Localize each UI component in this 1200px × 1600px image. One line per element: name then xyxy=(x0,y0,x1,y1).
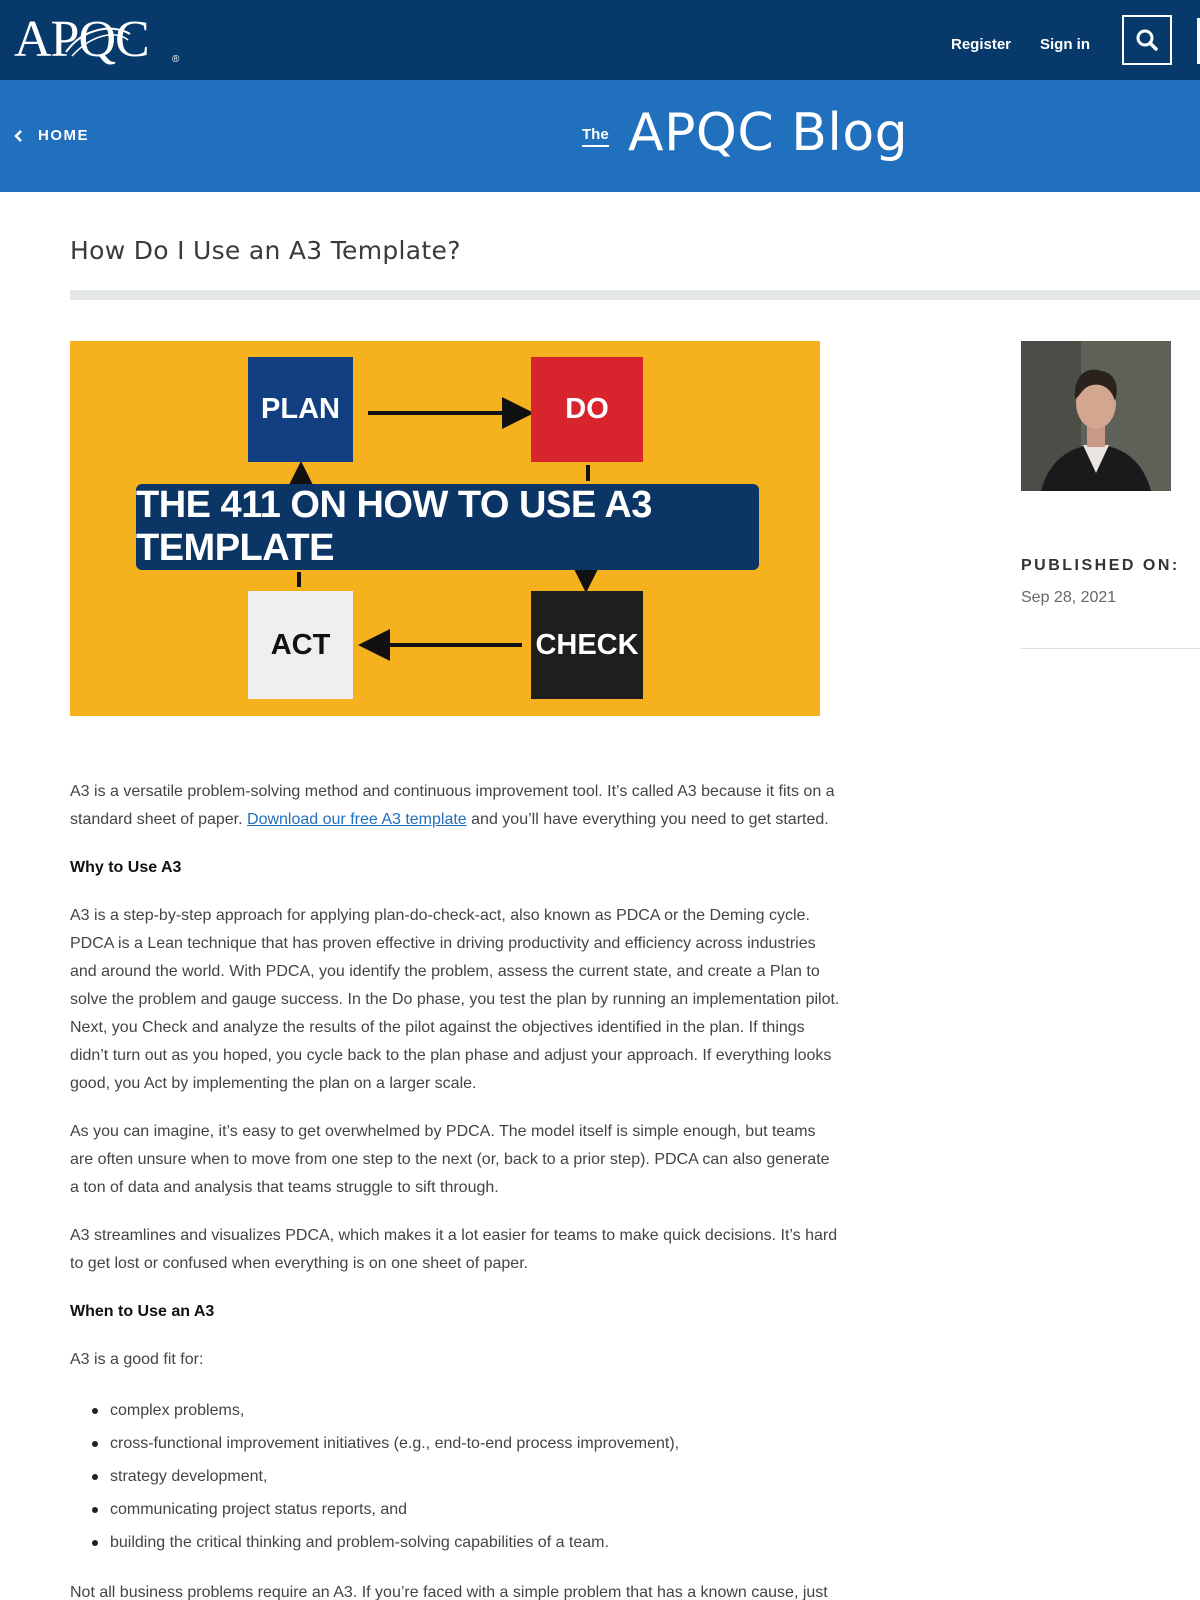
apqc-logo[interactable] xyxy=(14,12,184,68)
published-on-label: PUBLISHED ON: xyxy=(1021,557,1180,574)
hero-image xyxy=(70,341,820,716)
paragraph: As you can imagine, it’s easy to get overwhelmed by PDCA. The model itself is simple enough, but teams are often unsure when to move from one step to the next (or, back to a prior step). PDCA can also generate a ton of data and analysis that teams struggle to sift through. xyxy=(70,1123,830,1196)
blog-title-prefix: The xyxy=(582,126,609,147)
list-item: building the critical thinking and problem-solving capabilities of a team. xyxy=(70,1526,840,1559)
blog-banner xyxy=(0,80,1200,192)
paragraph: Not all business problems require an A3. If you’re faced with a simple problem that has a known cause, just xyxy=(70,1584,828,1600)
home-link-label: HOME xyxy=(38,127,89,144)
top-nav-bar xyxy=(0,0,1200,80)
author-photo xyxy=(1021,341,1171,491)
check-block: CHECK xyxy=(531,591,643,699)
hero-banner-text: THE 411 ON HOW TO USE A3 TEMPLATE xyxy=(136,484,759,570)
intro-text-before-link: A3 is a versatile problem-solving method and continuous improvement tool. It’s called A3 because it fits on a standard sheet of paper. xyxy=(70,783,835,828)
section-heading-when: When to Use an A3 xyxy=(70,1303,215,1320)
article-body xyxy=(70,778,840,1600)
sign-in-link[interactable]: Sign in xyxy=(1040,36,1090,53)
register-link[interactable]: Register xyxy=(951,36,1012,53)
logo-text: APQC xyxy=(14,11,149,68)
title-divider xyxy=(70,290,1200,300)
plan-block: PLAN xyxy=(248,357,353,462)
paragraph: A3 streamlines and visualizes PDCA, which makes it a lot easier for teams to make quick decisions. It’s hard to get lost or confused when everything is on one sheet of paper. xyxy=(70,1227,838,1272)
paragraph: A3 is a step-by-step approach for applying plan-do-check-act, also known as PDCA or the Deming cycle. PDCA is a Lean technique that has proven effective in driving productivity and efficiency across industries and around the world. With PDCA, you identify the problem, assess the current state, and create a Plan to solve the problem and gauge success. In the Do phase, you test the plan by running an implementation pilot. Next, you Check and analyze the results of the pilot against the objectives identified in the plan. If things didn’t turn out as you hoped, you cycle back to the plan phase and adjust your approach. If everything looks good, you Act by implementing the plan on a larger scale. xyxy=(70,907,840,1092)
act-block: ACT xyxy=(248,591,353,699)
chevron-left-icon xyxy=(14,129,24,143)
section-heading-why: Why to Use A3 xyxy=(70,859,182,876)
search-button[interactable] xyxy=(1122,15,1172,65)
blog-title: APQC Blog xyxy=(628,103,909,163)
registered-mark: ® xyxy=(172,54,180,65)
do-block: DO xyxy=(531,357,643,462)
logo-swoosh-icon xyxy=(64,22,134,62)
paragraph: A3 is a good fit for: xyxy=(70,1351,204,1368)
use-cases-list xyxy=(70,1394,840,1559)
intro-paragraph xyxy=(70,778,840,834)
home-link[interactable] xyxy=(14,127,89,144)
list-item: cross-functional improvement initiatives (e.g., end-to-end process improvement), xyxy=(70,1427,840,1460)
list-item: complex problems, xyxy=(70,1394,840,1427)
sidebar-divider xyxy=(1021,648,1200,649)
list-item: strategy development, xyxy=(70,1460,840,1493)
a3-template-download-link[interactable]: Download our free A3 template xyxy=(247,811,467,828)
list-item: communicating project status reports, and xyxy=(70,1493,840,1526)
author-portrait xyxy=(1021,341,1171,491)
published-date: Sep 28, 2021 xyxy=(1021,589,1117,606)
search-icon xyxy=(1135,28,1159,52)
intro-text-after-link: and you’ll have everything you need to get started. xyxy=(466,811,829,828)
article-title: How Do I Use an A3 Template? xyxy=(70,236,461,265)
